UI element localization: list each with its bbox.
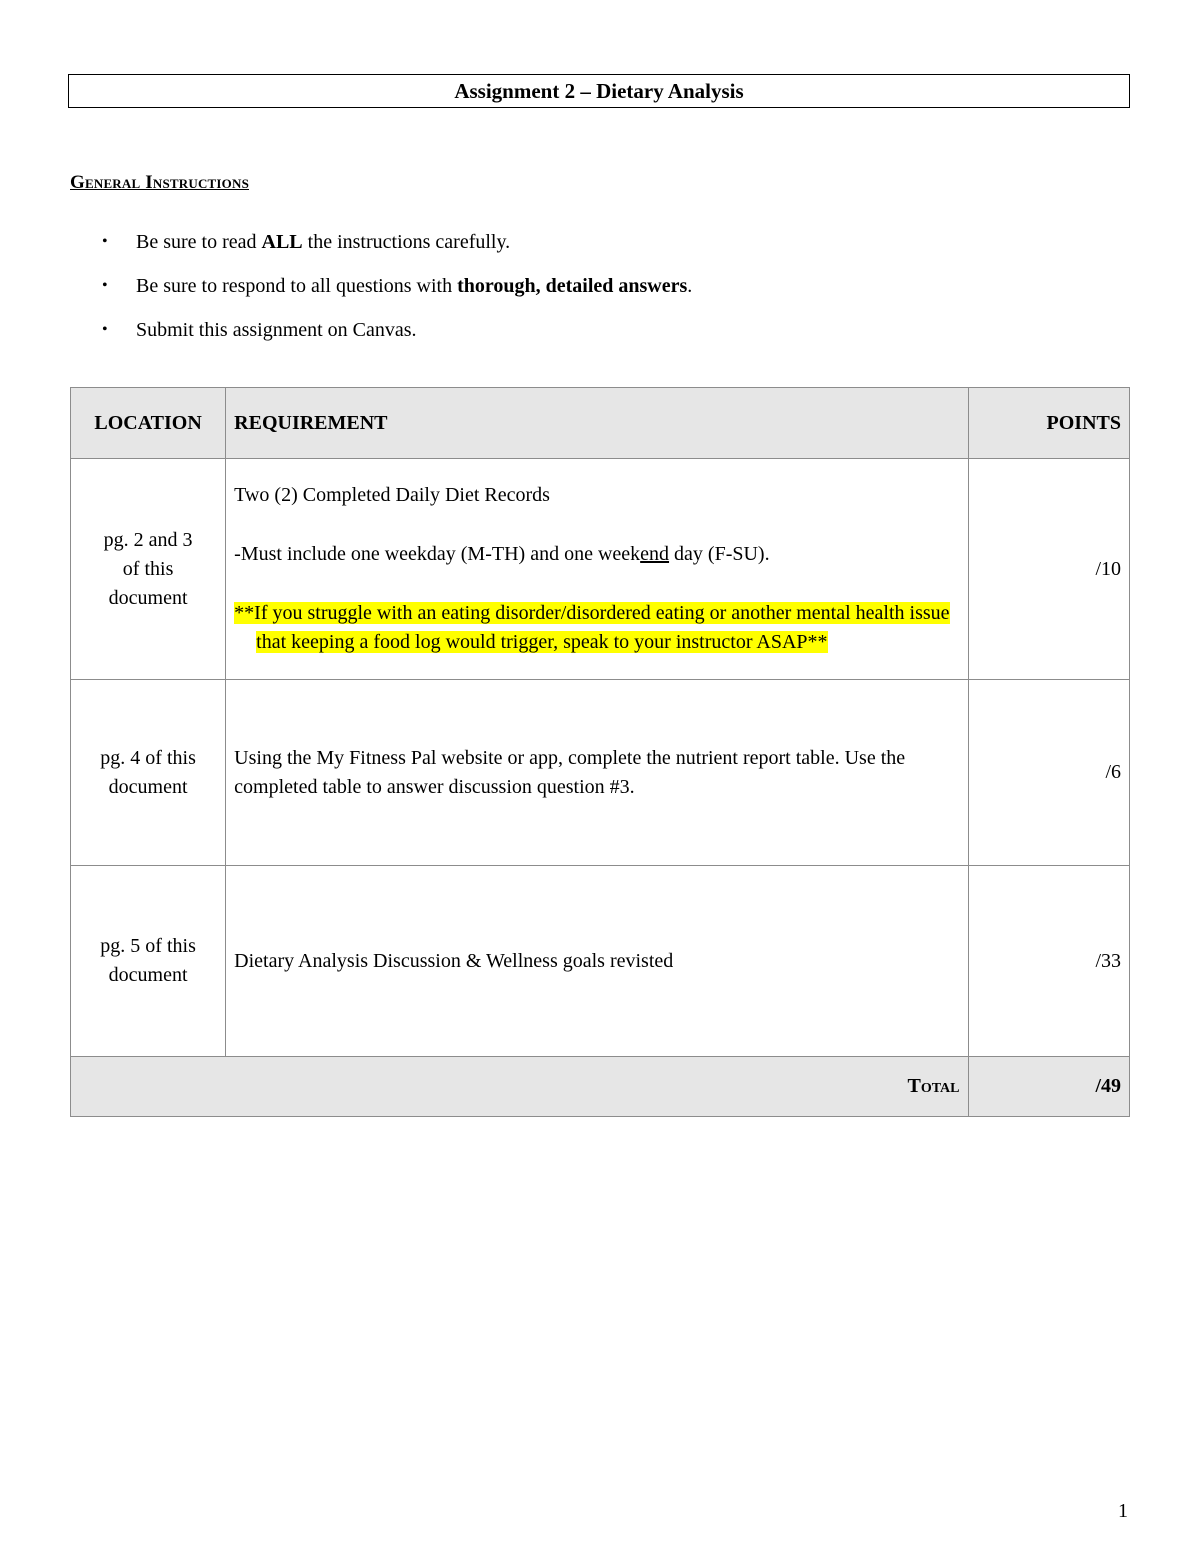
header-points: POINTS — [968, 388, 1129, 459]
table-header-row — [71, 388, 1130, 459]
points-cell: /33 — [968, 866, 1129, 1057]
section-heading-general-instructions: General Instructions — [70, 172, 250, 193]
header-requirement: REQUIREMENT — [226, 388, 968, 459]
bullet-icon: • — [102, 233, 108, 250]
instructions-list — [100, 226, 692, 358]
total-row — [71, 1057, 1130, 1117]
instruction-item: • Submit this assignment on Canvas. — [100, 314, 692, 358]
requirement-cell: Using the My Fitness Pal website or app, complete the nutrient report table. Use the completed table to answer discussion question #3. — [226, 680, 968, 866]
instruction-item: • Be sure to respond to all questions with thorough, detailed answers. — [100, 270, 692, 314]
total-points: /49 — [968, 1057, 1129, 1117]
requirement-cell: Two (2) Completed Daily Diet Records -Must include one weekday (M-TH) and one weekend day (F-SU). **If you struggle with an eating disorder/disordered eating or another mental health issue that keeping a food log would trigger, speak to your instructor ASAP** — [226, 459, 968, 680]
instruction-item: • Be sure to read ALL the instructions carefully. — [100, 226, 692, 270]
page-number: 1 — [1118, 1500, 1128, 1522]
table-row — [71, 459, 1130, 680]
highlighted-warning: **If you struggle with an eating disorder/disordered eating or another mental health issue that keeping a food log would trigger, speak to your instructor ASAP** — [234, 602, 950, 653]
bullet-icon: • — [102, 277, 108, 294]
location-cell: pg. 2 and 3 of this document — [71, 459, 226, 680]
location-cell: pg. 5 of this document — [71, 866, 226, 1057]
requirements-table — [70, 387, 1130, 1117]
table-row — [71, 680, 1130, 866]
requirement-cell: Dietary Analysis Discussion & Wellness goals revisted — [226, 866, 968, 1057]
location-cell: pg. 4 of this document — [71, 680, 226, 866]
points-cell: /6 — [968, 680, 1129, 866]
bullet-icon: • — [102, 321, 108, 338]
document-title: Assignment 2 – Dietary Analysis — [68, 74, 1130, 108]
header-location: LOCATION — [71, 388, 226, 459]
points-cell: /10 — [968, 459, 1129, 680]
total-label: Total — [71, 1057, 969, 1117]
table-row — [71, 866, 1130, 1057]
